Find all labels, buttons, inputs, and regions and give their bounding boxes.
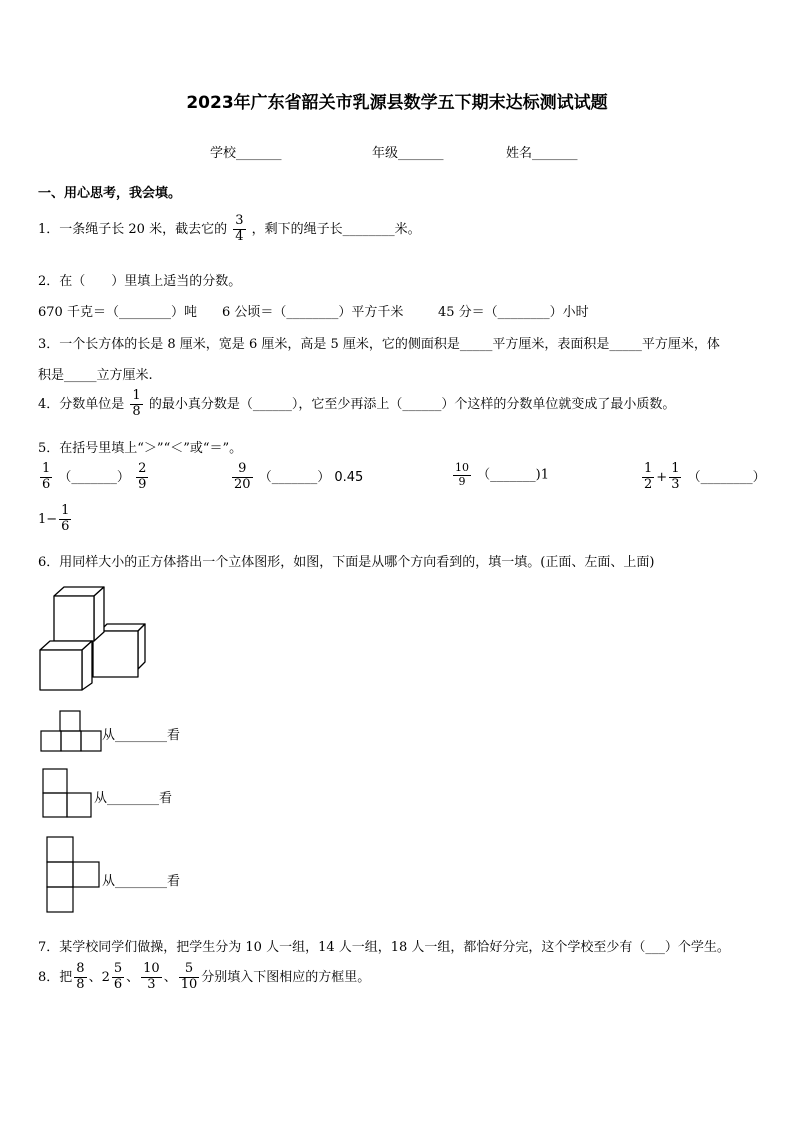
q4-frac-den: 8 [132, 403, 141, 419]
q5-compare-2[interactable] [230, 462, 363, 493]
q8-suffix: 分别填入下图相应的方框里。 [201, 969, 371, 985]
cube-bottom-side [82, 641, 92, 690]
q5-compare-1[interactable] [38, 462, 150, 493]
q1-frac-num: 3 [235, 213, 244, 228]
page-title: 2023年广东省韶关市乳源县数学五下期末达标测试试题 [186, 93, 608, 113]
q5-c1-a-den: 6 [42, 476, 51, 492]
q5-c2-b: 0.45 [334, 469, 364, 485]
q5-c4-b-num: 1 [671, 461, 680, 476]
view-2-figure [42, 768, 92, 818]
q8-m2-num: 5 [113, 961, 123, 976]
q5-c5-prefix: 1− [38, 511, 58, 527]
q8-f3-num: 10 [143, 961, 160, 976]
q1-text-b: ，剩下的绳子长________米。 [251, 221, 421, 237]
q4-fraction [130, 389, 142, 420]
q5-compare-4[interactable] [640, 462, 766, 493]
q5-c5-frac [59, 504, 71, 535]
view-3-answer[interactable]: 从________看 [102, 874, 181, 889]
question-6: 6．用同样大小的正方体搭出一个立体图形，如图，下面是从哪个方向看到的，填一填。(正面、左面、上面) [38, 555, 655, 570]
q5-c1-b-den: 9 [138, 476, 147, 492]
q5-c2-frac-a [232, 462, 253, 493]
q2-item-1[interactable]: 670 千克＝（________）吨 [38, 305, 197, 320]
q1-frac-den: 4 [235, 228, 244, 244]
cube-bottom-front [40, 650, 82, 690]
q2-item-3[interactable]: 45 分＝（________）小时 [438, 305, 589, 320]
view-1-figure [40, 710, 102, 752]
cube-top-side [94, 587, 104, 641]
question-8 [38, 962, 370, 993]
q8-prefix: 8．把 [38, 969, 73, 985]
q8-frac-2 [112, 962, 124, 993]
q5-c4-frac-a [642, 462, 654, 493]
q8-sep-2: 、 [126, 969, 140, 985]
q5-c1-b-num: 2 [138, 461, 147, 476]
q5-compare-3[interactable] [451, 462, 549, 488]
q5-c1-blank[interactable]: （_______） [58, 469, 130, 485]
q5-c3-frac-a [453, 462, 471, 488]
q8-f1-num: 8 [76, 961, 85, 976]
q5-c4-a-num: 1 [644, 461, 653, 476]
question-1 [38, 214, 421, 245]
q5-c3-a-den: 9 [458, 474, 466, 488]
q8-sep-3: 、 [163, 969, 177, 985]
question-3-line-1: 3．一个长方体的长是 8 厘米，宽是 6 厘米，高是 5 厘米，它的侧面积是_____平方厘米，表面积是_____平方厘米，体 [38, 337, 720, 352]
q5-c1-a-num: 1 [42, 461, 51, 476]
q5-c3-a-num: 10 [455, 461, 469, 474]
q8-frac-1 [74, 962, 86, 993]
q5-c5-a-num: 1 [61, 503, 70, 518]
cube-back-right-side [138, 624, 145, 669]
q5-c1-frac-b [136, 462, 148, 493]
question-7: 7．某学校同学们做操，把学生分为 10 人一组，14 人一组，18 人一组，都恰好分完，这个学校至少有（___）个学生。 [38, 940, 730, 955]
school-field[interactable]: 学校_______ [210, 146, 282, 161]
question-5: 5．在括号里填上“＞”“＜”或“＝”。 [38, 441, 243, 456]
q5-c2-a-num: 9 [232, 462, 253, 478]
q2-item-2[interactable]: 6 公顷＝（________）平方千米 [222, 305, 404, 320]
view-1-answer[interactable]: 从________看 [102, 728, 181, 743]
grade-field[interactable]: 年级_______ [372, 146, 444, 161]
q8-sep-1: 、 [88, 969, 102, 985]
cube-figure [38, 586, 148, 692]
question-4 [38, 389, 675, 420]
q8-f3-den: 3 [147, 976, 156, 992]
q5-c3-blank[interactable]: （_______) [477, 467, 541, 483]
view-2-answer[interactable]: 从________看 [94, 791, 173, 806]
q1-fraction [233, 214, 245, 245]
q8-frac-3 [141, 962, 162, 993]
question-3-line-2: 积是_____立方厘米. [38, 368, 153, 383]
q5-c4-plus: + [656, 469, 668, 485]
q5-compare-5[interactable] [38, 504, 73, 535]
q5-c4-blank[interactable]: （________） [687, 469, 766, 485]
q5-c1-frac-a [40, 462, 52, 493]
q8-m2-whole: 2 [101, 969, 110, 985]
q5-c3-b: 1 [540, 467, 549, 483]
cube-back-right-front [93, 631, 138, 677]
q5-c2-a-den: 20 [234, 476, 251, 492]
q8-f1-den: 8 [76, 976, 85, 992]
q8-m2-den: 6 [113, 976, 123, 992]
q5-c2-blank[interactable]: （_______） [258, 469, 331, 485]
q1-text-a: 1．一条绳子长 20 米，截去它的 [38, 221, 228, 237]
section-heading: 一、用心思考，我会填。 [38, 186, 182, 201]
q8-f4-num: 5 [179, 962, 200, 978]
q4-text-a: 4．分数单位是 [38, 396, 125, 412]
q4-frac-num: 1 [132, 388, 141, 403]
q8-f4-den: 10 [180, 976, 198, 992]
name-field[interactable]: 姓名_______ [506, 146, 578, 161]
q4-text-b: 的最小真分数是（______），它至少再添上（______）个这样的分数单位就变成了最小质数。 [148, 396, 676, 412]
q5-c4-a-den: 2 [644, 476, 653, 492]
q5-c4-frac-b [669, 462, 681, 493]
q5-c4-b-den: 3 [671, 476, 680, 492]
q5-c5-a-den: 6 [61, 518, 70, 534]
view-3-figure [46, 836, 100, 914]
q8-frac-4 [179, 962, 200, 993]
cube-top-front [54, 596, 94, 641]
question-2: 2．在（ ）里填上适当的分数。 [38, 274, 242, 289]
